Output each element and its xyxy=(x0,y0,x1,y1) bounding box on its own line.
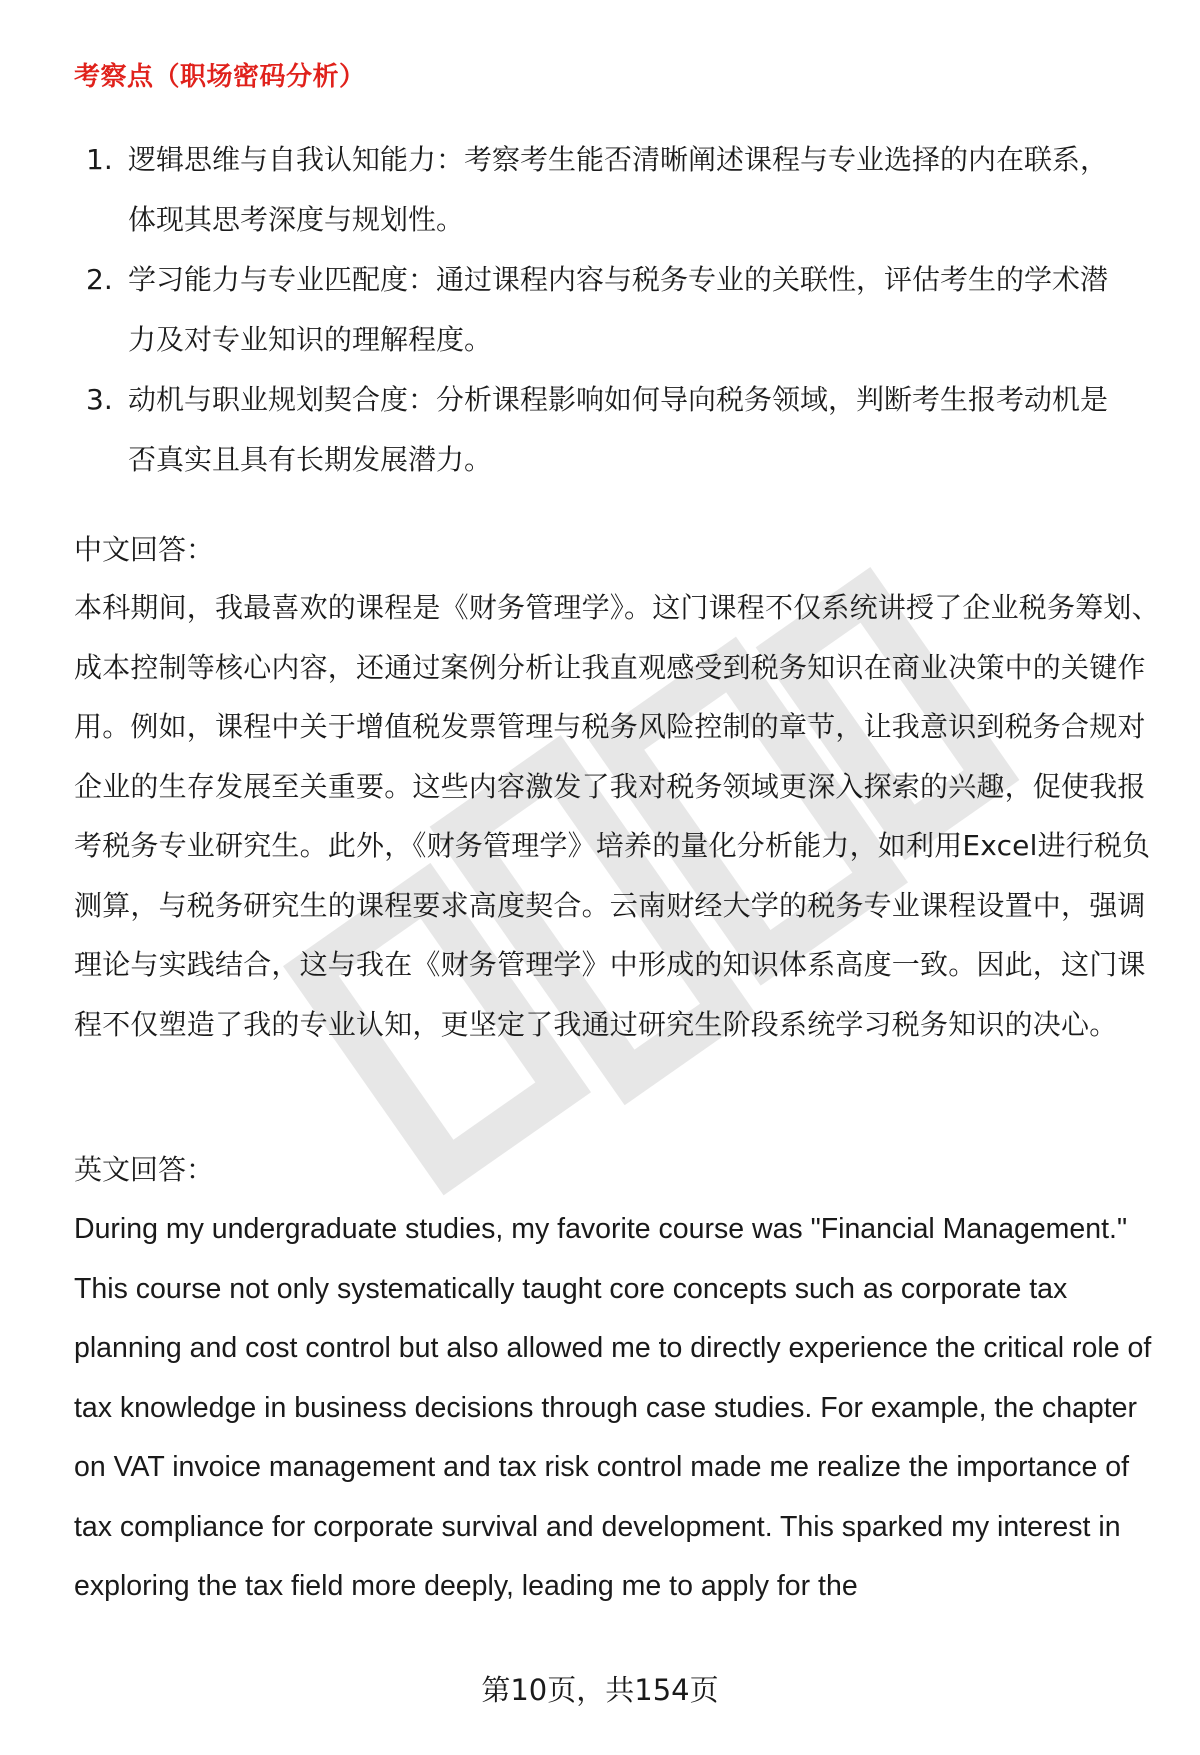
analysis-point xyxy=(74,130,1134,250)
point-number: 1. xyxy=(86,143,113,176)
page-footer: 第10页，共154页 xyxy=(481,1673,719,1707)
section-title: 考察点（职场密码分析） xyxy=(74,62,366,92)
point-text: 学习能力与专业匹配度：通过课程内容与税务专业的关联性，评估考生的学术潜力及对专业知识的理解程度。 xyxy=(128,263,1109,356)
chinese-answer-label: 中文回答： xyxy=(74,533,215,566)
chinese-answer-text: 本科期间，我最喜欢的课程是《财务管理学》。这门课程不仅系统讲授了企业税务筹划、成本控制等核心内容，还通过案例分析让我直观感受到税务知识在商业决策中的关键作用。例如，课程中关于增值税发票管理与税务风险控制的章节，让我意识到税务合规对企业的生存发展至关重要。这些内容激发了我对税务领域更深入探索的兴趣，促使我报考税务专业研究生。此外，《财务管理学》培养的量化分析能力，如利用Excel进行税负测算，与税务研究生的课程要求高度契合。云南财经大学的税务专业课程设置中，强调理论与实践结合，这与我在《财务管理学》中形成的知识体系高度一致。因此，这门课程不仅塑造了我的专业认知，更坚定了我通过研究生阶段系统学习税务知识的决心。 xyxy=(74,591,1160,1041)
analysis-points-list xyxy=(74,130,1134,490)
point-text: 逻辑思维与自我认知能力：考察考生能否清晰阐述课程与专业选择的内在联系，体现其思考深度与规划性。 xyxy=(128,143,1109,236)
point-number: 3. xyxy=(86,383,113,416)
english-answer-text: During my undergraduate studies, my favorite course was "Financial Management." This course not only systematically taught core concepts such as corporate tax planning and cost control but also allowed me to directly experience the critical role of tax knowledge in business decisions through case studies. For example, the chapter on VAT invoice management and tax risk control made me realize the importance of tax compliance for corporate survival and development. This sparked my interest in exploring the tax field more deeply, leading me to apply for the xyxy=(74,1213,1152,1602)
analysis-point xyxy=(74,370,1134,490)
english-answer-label: 英文回答： xyxy=(74,1153,215,1186)
analysis-point xyxy=(74,250,1134,370)
point-text: 动机与职业规划契合度：分析课程影响如何导向税务领域，判断考生报考动机是否真实且具有长期发展潜力。 xyxy=(128,383,1109,476)
point-number: 2. xyxy=(86,263,113,296)
